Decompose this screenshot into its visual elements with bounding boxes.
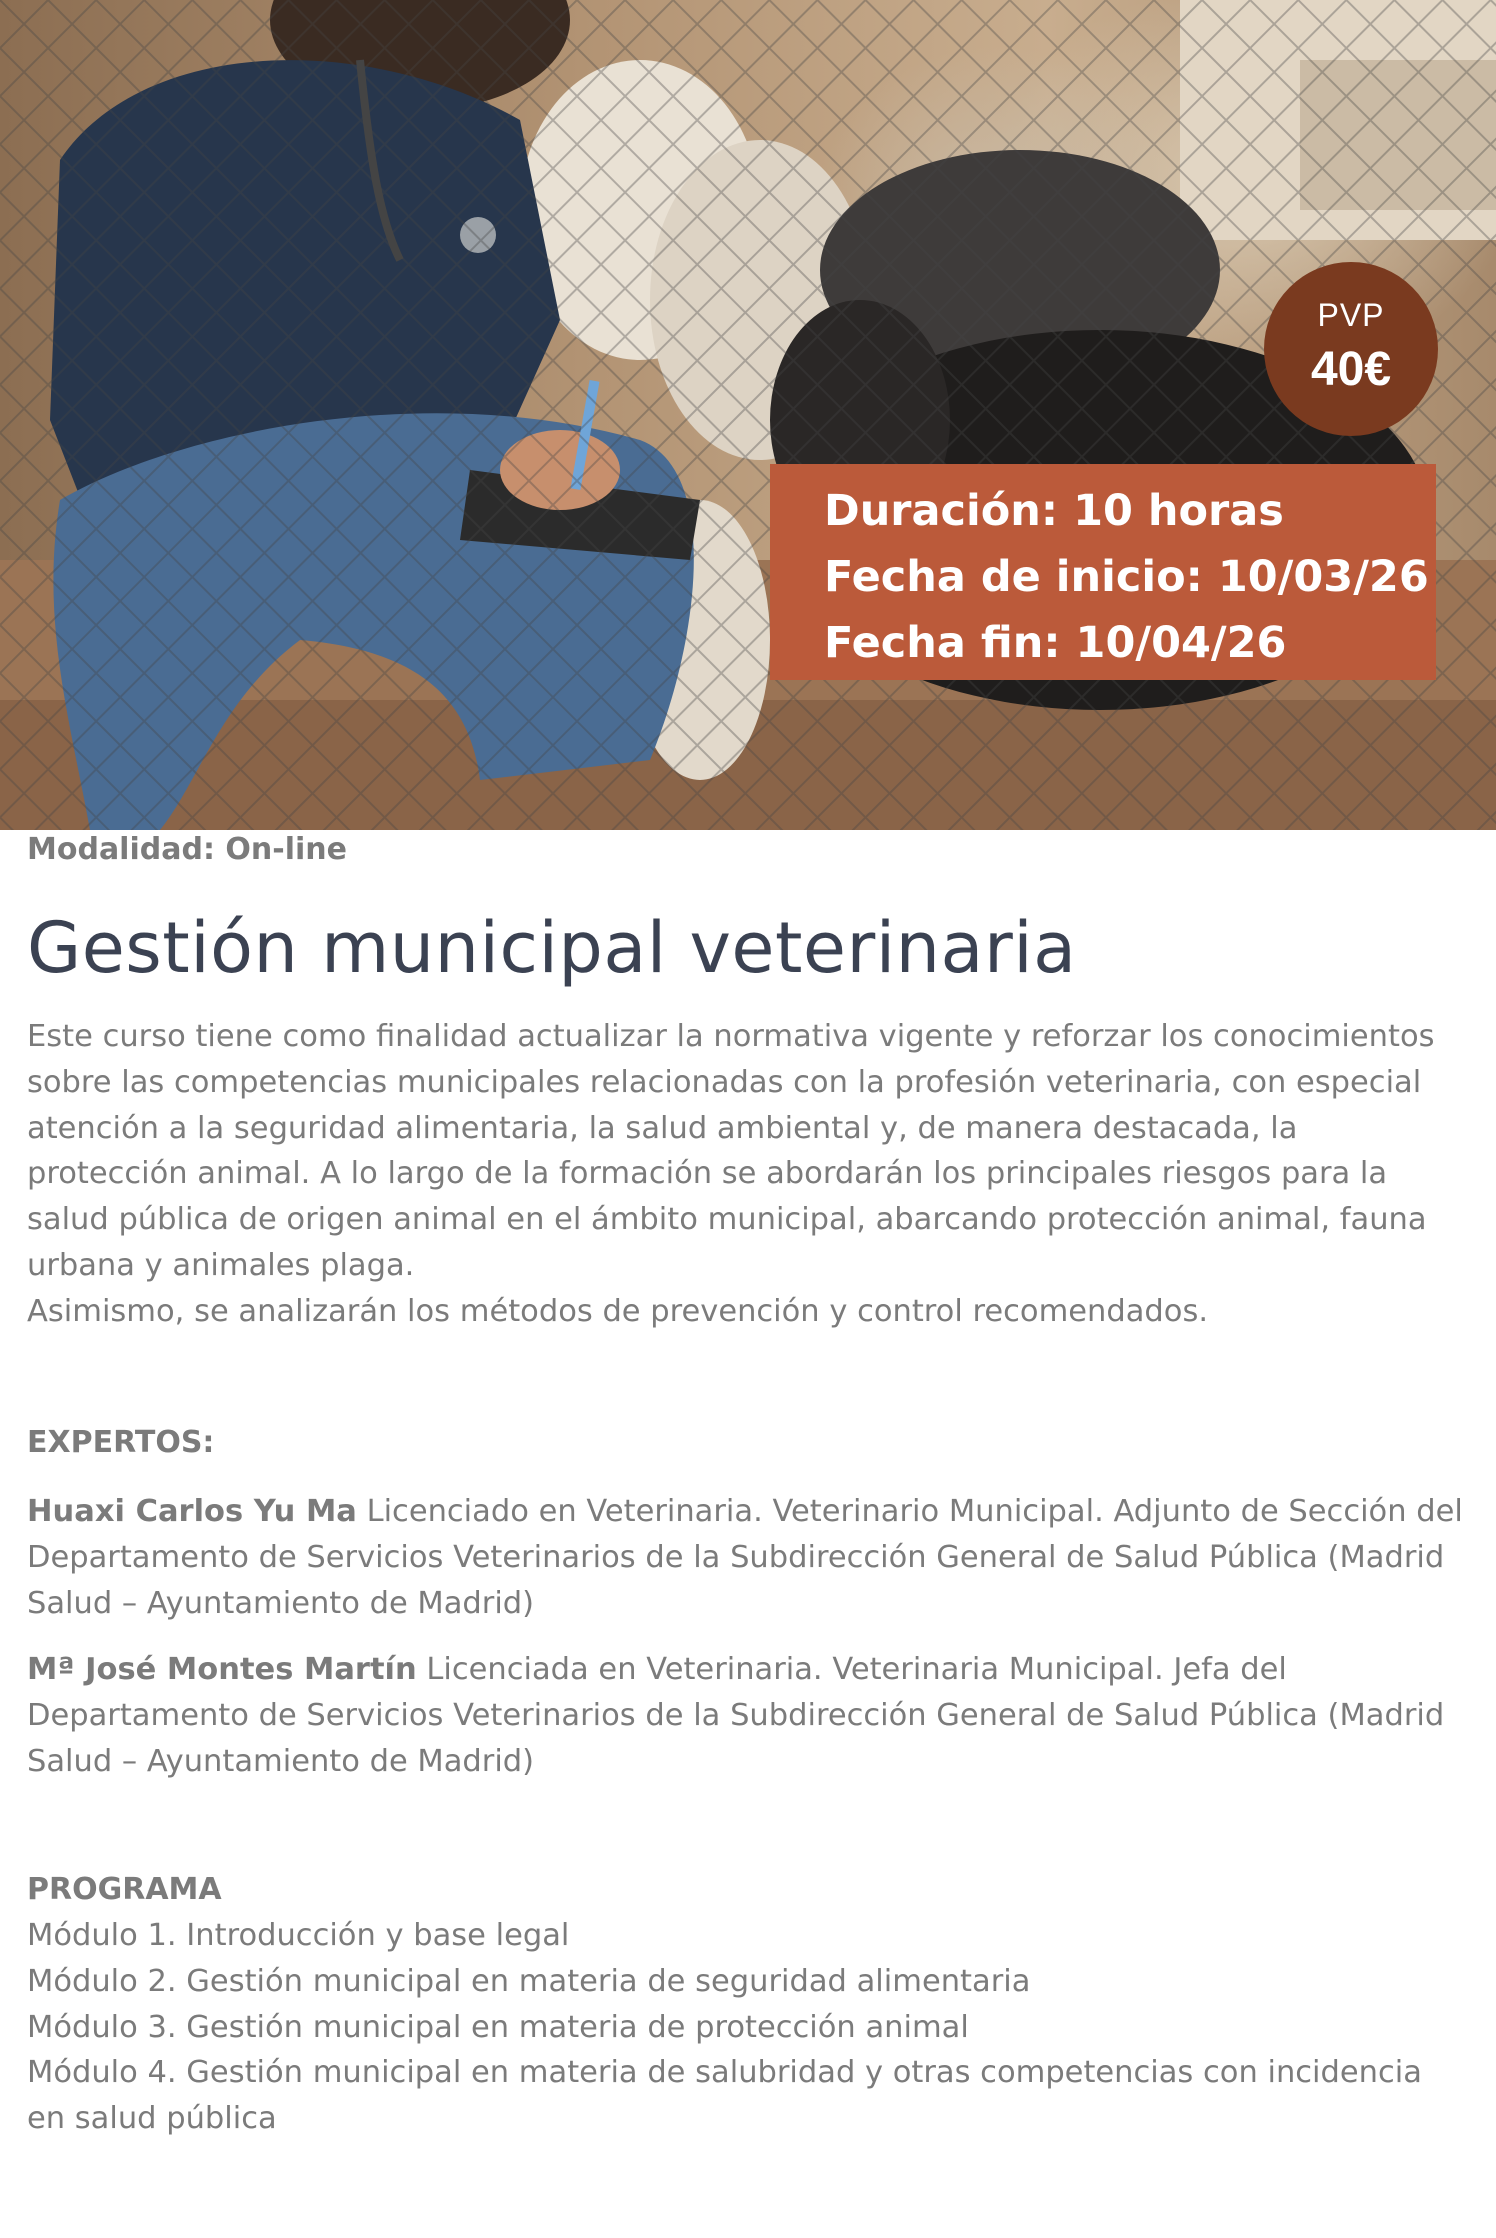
- program-module: Módulo 2. Gestión municipal en materia de seguridad alimentaria: [27, 1963, 1031, 1999]
- program-module: Módulo 1. Introducción y base legal: [27, 1918, 570, 1953]
- program-module: Módulo 3. Gestión municipal en materia de protección animal: [27, 2009, 969, 2045]
- program-module: Módulo 4. Gestión municipal en materia de salubridad y otras competencias con incidencia en salud pública: [27, 2055, 1422, 2137]
- duration-text: Duración: 10 horas: [824, 486, 1284, 536]
- hero-image: [0, 0, 1496, 830]
- start-date-text: Fecha de inicio: 10/03/26: [824, 552, 1429, 602]
- modality-label: Modalidad: On-line: [27, 832, 347, 867]
- program-list: [27, 1913, 1467, 2142]
- end-date-text: Fecha fin: 10/04/26: [824, 618, 1287, 668]
- expert-item: [27, 1489, 1467, 1626]
- description-paragraph: Asimismo, se analizarán los métodos de prevención y control recomendados.: [27, 1293, 1209, 1329]
- expert-bio: Licenciada en Veterinaria. Veterinaria Municipal. Jefa del Departamento de Servicios Veterinarios de la Subdirección General de Salud Pública (Madrid Salud – Ayuntamiento de Madrid): [27, 1652, 1445, 1779]
- course-title: Gestión municipal veterinaria: [27, 907, 1077, 989]
- expert-name: Mª José Montes Martín: [27, 1652, 417, 1687]
- expert-item: [27, 1647, 1467, 1784]
- course-info-box: [770, 464, 1436, 680]
- course-description: [27, 1014, 1467, 1335]
- veterinarian-with-dogs-photo: [0, 0, 1496, 830]
- expert-name: Huaxi Carlos Yu Ma: [27, 1494, 357, 1529]
- price-label: PVP: [1317, 297, 1385, 334]
- expert-bio: Licenciado en Veterinaria. Veterinario Municipal. Adjunto de Sección del Departamento de Servicios Veterinarios de la Subdirección General de Salud Pública (Madrid Salud – Ayuntamiento de Madrid): [27, 1494, 1463, 1621]
- price-badge: [1264, 262, 1438, 436]
- program-heading: PROGRAMA: [27, 1872, 222, 1907]
- price-value: 40€: [1310, 343, 1392, 397]
- description-paragraph: Este curso tiene como finalidad actualizar la normativa vigente y reforzar los conocimientos sobre las competencias municipales relacionadas con la profesión veterinaria, con especial atención a la seguridad alimentaria, la salud ambiental y, de manera destacada, la protección animal. A lo largo de la formación se abordarán los principales riesgos para la salud pública de origen animal en el ámbito municipal, abarcando protección animal, fauna urbana y animales plaga.: [27, 1019, 1435, 1283]
- experts-heading: EXPERTOS:: [27, 1425, 215, 1460]
